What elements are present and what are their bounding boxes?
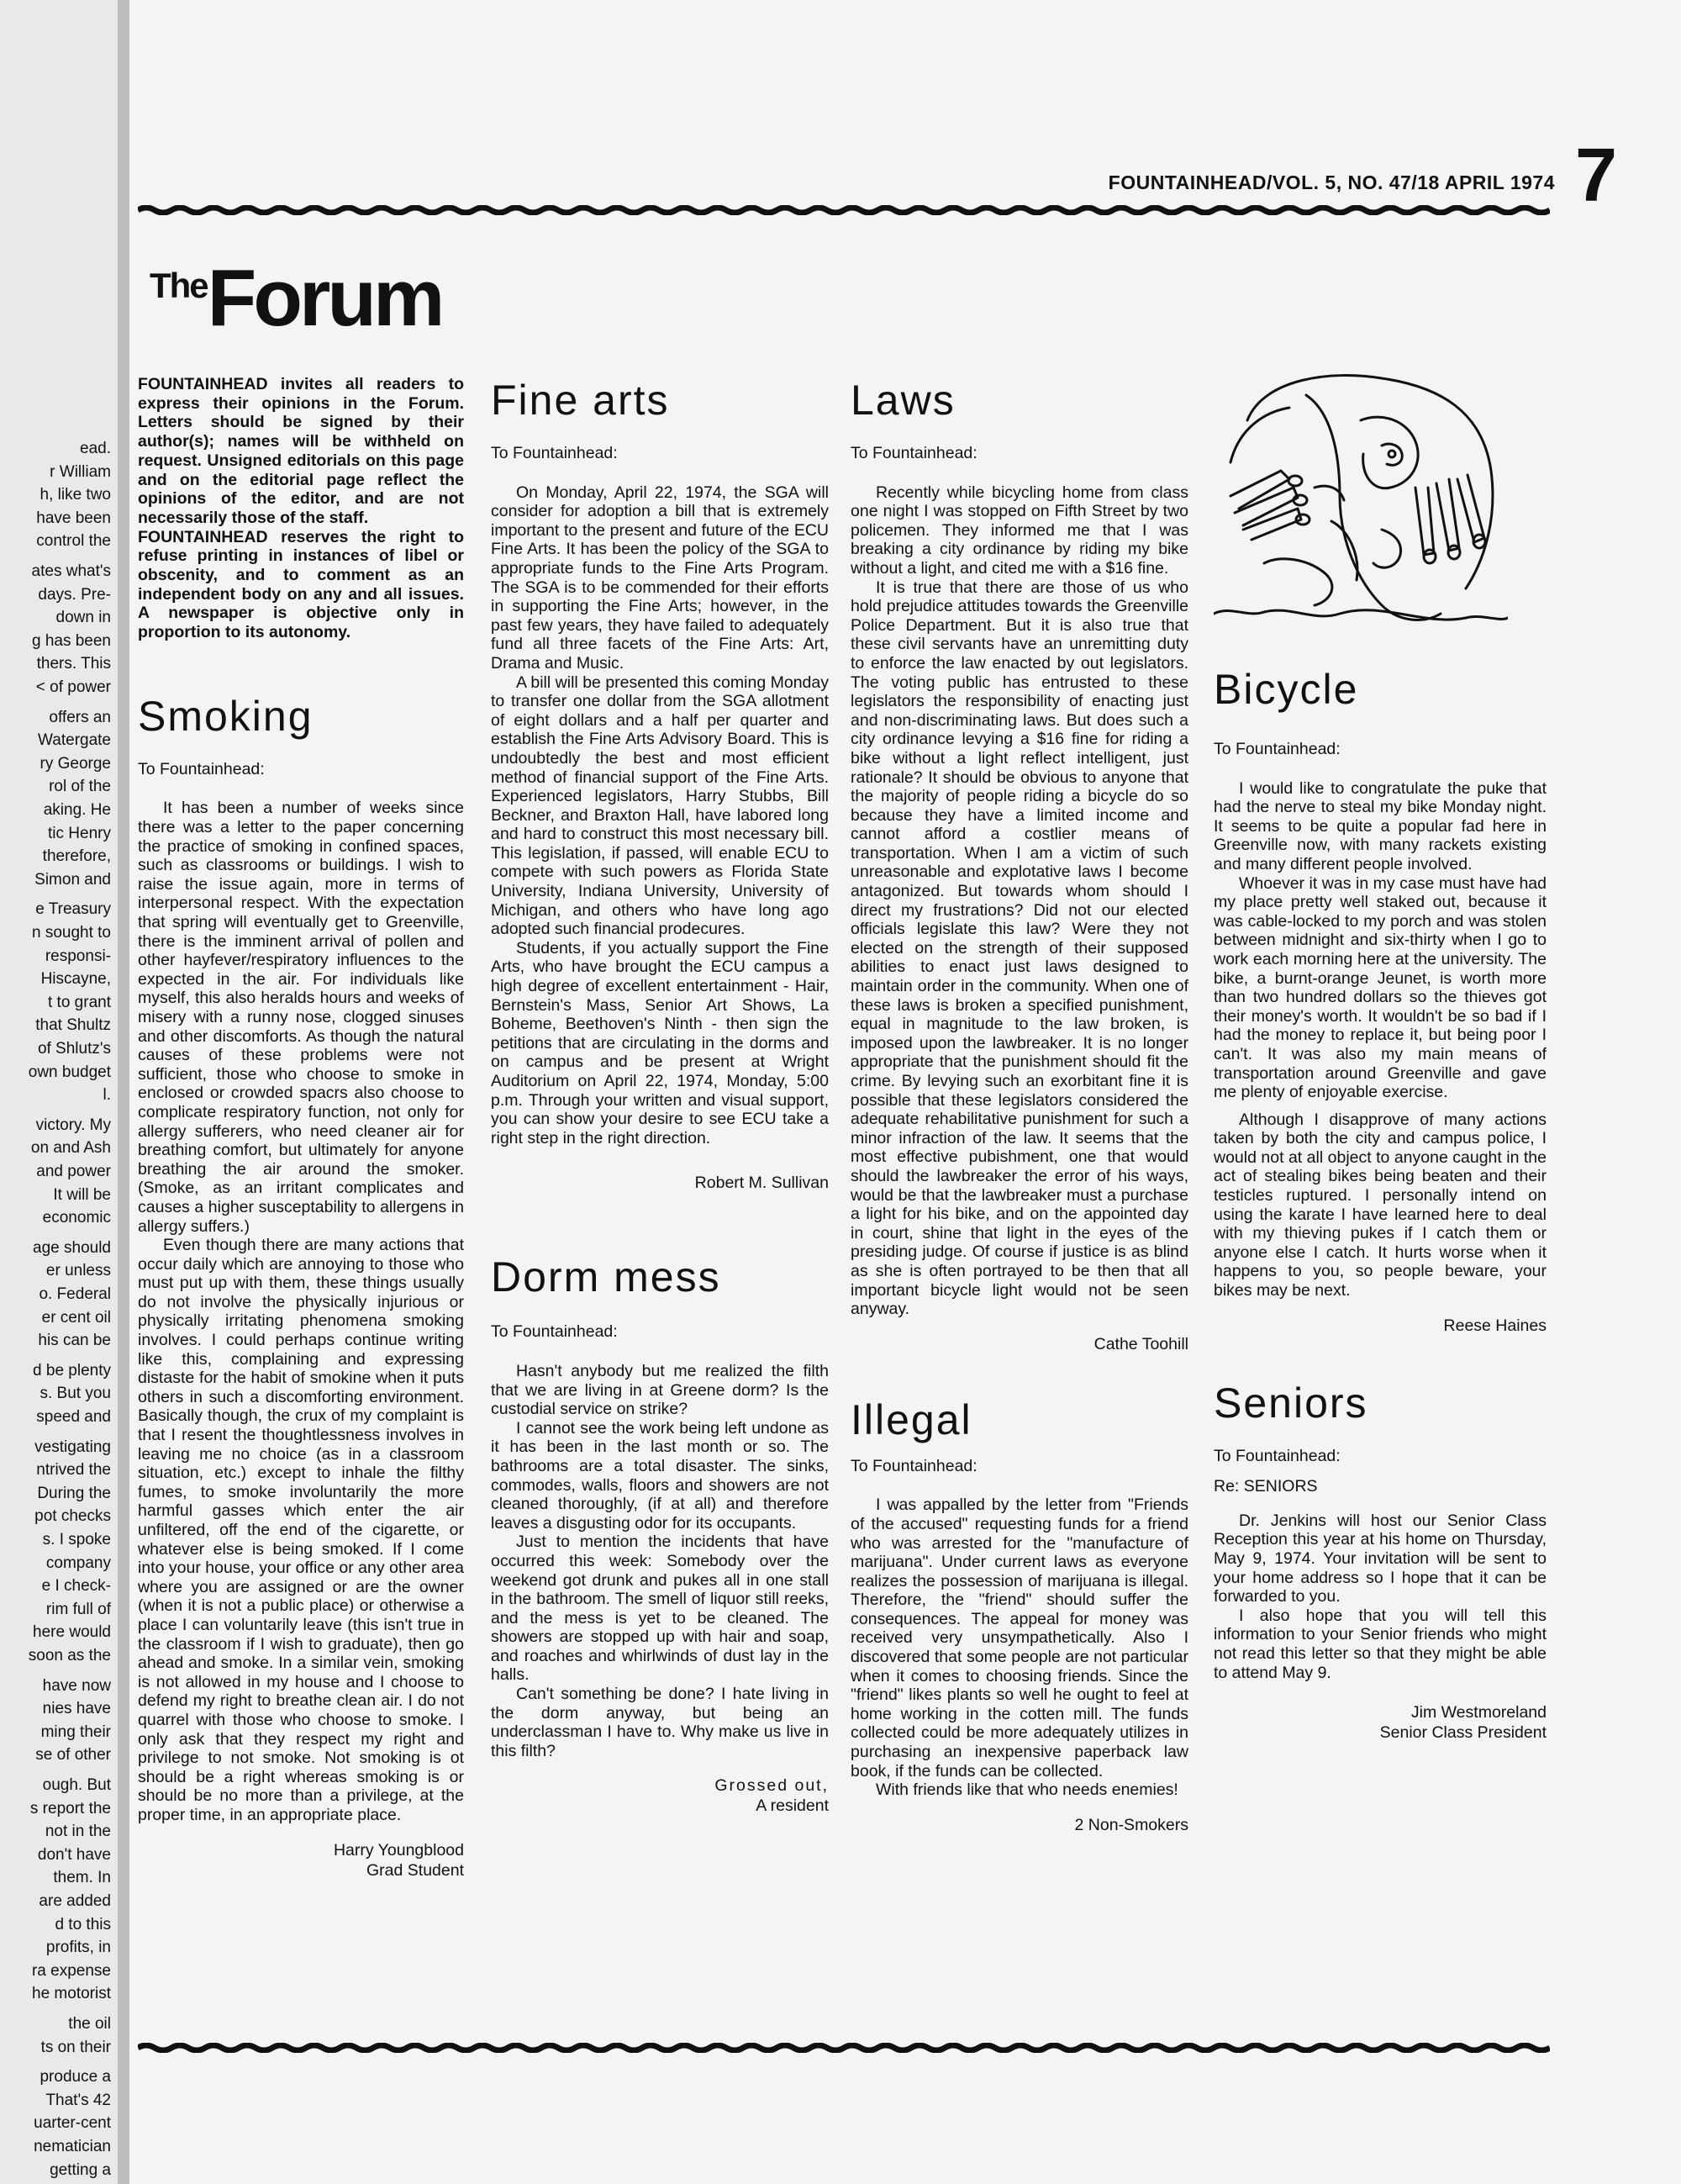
adjacent-page-text-line: Hiscayne, [40,970,111,989]
salutation: To Fountainhead: [1214,1446,1341,1465]
letter-paragraph: I cannot see the work being left undone as it has been in the last month or so. The bathrooms are a total disaster. The sinks, commodes, walls, floors and showers are not cleaned thoroughly, (if at all) and therefore leaves a disgusting odor for its occupants. [491,1418,829,1532]
adjacent-page-text-line: them. In [53,1869,111,1887]
adjacent-page-text-line: profits, in [45,1939,111,1957]
signature [138,1840,464,1881]
signature-name: Reese Haines [1443,1316,1547,1335]
adjacent-page-text-line: nies have [42,1700,111,1718]
adjacent-page-text-line: that Shultz [35,1016,111,1035]
adjacent-page-text-line: s report the [29,1799,111,1817]
signature [491,1775,829,1816]
salutation: To Fountainhead: [491,444,618,462]
adjacent-page-text-line: days. Pre- [38,585,111,604]
adjacent-page-text-line: his can be [38,1332,111,1350]
adjacent-page-text-line: d be plenty [33,1361,111,1380]
adjacent-page-text-line: er cent oil [41,1308,111,1327]
policy-paragraph: FOUNTAINHEAD reserves the right to refuse printing in instances of libel or obscenity, and to comment as an independent body on any and all issues. A newspaper is objective only in proportion to its autonomy. [138,527,464,642]
letter-paragraph: Hasn't anybody but me realized the filth that we are living in at Greene dorm? Is the custodial service on strike? [491,1361,829,1419]
re-line: Re: SENIORS [1214,1477,1318,1496]
adjacent-page-text-line: ming their [40,1722,111,1741]
adjacent-page-text-line: here would [33,1623,111,1642]
adjacent-page-text-line: soon as the [28,1647,111,1664]
forum-policy [138,375,464,642]
letter-paragraph: With friends like that who needs enemies! [876,1780,1178,1800]
adjacent-page-text-line: er unless [45,1262,111,1280]
adjacent-page-text-line: h, like two [40,486,111,504]
signature-name: Grossed out, [714,1776,829,1796]
letter-paragraph: A bill will be presented this coming Monday to transfer one dollar from the SGA allotment of eight dollars and a half per quarter and establish the Fine Arts Advisory Board. This is undoubtedly the best and most efficient method of financial support of the Fine Arts. Experienced legislators, Harry Stubbs, Bill Beckner, and Braxton Hall, have labored long and hard to construct this most necessary bill. This legislation, if passed, will enable ECU to compete with such powers as Florida State University, Indiana University, University of Michigan, and others who have long ago adopted such financial prodecures. [491,673,829,939]
letter-paragraph: Recently while bicycling home from class one night I was stopped on Fifth Street by two policemen. They informed me that I was breaking a city ordinance by riding my bike without a light, and cited me with a $16 fine. [851,483,1188,578]
adjacent-page-text-line: have now [42,1676,111,1695]
adjacent-page-text-line: aking. He [43,801,111,819]
letter-paragraph: Dr. Jenkins will host our Senior Class Reception this year at his home on Thursday, May 9, 1974. Your invitation will be sent to your home address so I hope that it can be forwarded to you. [1214,1511,1547,1606]
adjacent-page-text-line: ntrived the [36,1461,111,1480]
adjacent-page-text-line: thers. This [36,655,111,673]
column-4 [1214,664,1547,1743]
letter-paragraph: Just to mention the incidents that have occurred this week: Somebody over the weekend got drunk and pukes all in one stall in the bathroom. The smell of liquor still reeks, and the mess is yet to be cleaned. The showers are stopped up with hair and soap, and roaches and whirlwinds of dust lay in the halls. [491,1532,829,1685]
adjacent-page-text-line: ates what's [31,562,111,580]
headline-illegal: Illegal [851,1395,972,1443]
salutation: To Fountainhead: [851,1456,978,1475]
adjacent-page-text-line: ts on their [40,2038,111,2056]
adjacent-page-text-line: That's 42 [45,2091,111,2109]
headline-bicycle: Bicycle [1214,666,1359,713]
adjacent-page-text-line: on and Ash [30,1139,111,1158]
signature-name: Harry Youngblood [333,1840,464,1860]
column-2 [491,375,829,1816]
adjacent-page-text-line: control the [36,532,111,551]
letter-paragraph: It is true that there are those of us who hold prejudice attitudes towards the Greenville Police Department. But it is also true that these civil servants have an unremitting duty to enforce the law enacted by out legislators. The voting public has entrusted to these legislators the responsibility of enacting just and non-discriminating laws. But does such a city ordinance levying a $16 fine for riding a bike without a light reflect intelligent, just rationale? It should be obvious to anyone that the majority of people riding a bicycle do so because they have a limited income and cannot afford a costlier means of transportation. When I am a victim of such unreasonable and explotative laws I become antagonized. But towards whom should I direct my frustrations? Did not our elected officials legislate this law? Were they not elected on the strength of their supposed abilities to enact just laws designed to maintain order in the community. When one of these laws is broken a specified punishment, equal in magnitude to the law broken, is imposed upon the lawbreaker. It is no longer appropriate that the punishment should fit the crime. By levying such an exorbitant fine it is possible that these legislators considered the adequate rehabilitative punishment for such a minor infraction of the law. It seems that the most effective pubishment, one that would should the lawbreaker the error of his ways, would be that the lawbreaker must a purchase a light for his bike, and on the appointed day in court, shine that light in the eyes of the presiding judge. Of course if justice is as blind as she is often portrayed to be then that all important bicycle light would not be seen anyway. [851,578,1188,1319]
adjacent-page-text-line: g has been [31,631,111,650]
masthead: FOUNTAINHEAD/VOL. 5, NO. 47/18 APRIL 1974 [1108,171,1555,193]
section-title-forum: Forum [207,253,442,343]
headline-laws: Laws [851,377,956,424]
adjacent-page-text-line: ry George [40,754,111,773]
signature-title: Grad Student [366,1860,464,1880]
letter-paragraph: I would like to congratulate the puke that had the nerve to steal my bike Monday night. It seems to be quite a popular fad here in Greenville now, with many rackets existing and many different people involved. [1214,778,1547,873]
column-3 [851,375,1188,1835]
column-1 [138,375,464,1881]
adjacent-page-text-line: speed and [36,1408,111,1426]
adjacent-page-text-line: he motorist [32,1985,111,2003]
adjacent-page-text-line: getting a [50,2160,111,2179]
adjacent-page-text-line: o. Federal [39,1285,111,1303]
adjacent-page-text-line: own budget [28,1063,111,1081]
signature-name: Robert M. Sullivan [694,1174,829,1193]
adjacent-page-text-line: pot checks [34,1507,111,1526]
adjacent-page-text-line: e I check- [41,1577,111,1596]
salutation: To Fountainhead: [851,444,978,462]
page-number: 7 [1574,134,1617,218]
adjacent-page-text-line: d to this [55,1915,111,1933]
adjacent-page-text-line: t to grant [48,993,111,1011]
adjacent-page-text-line: rim full of [45,1600,111,1618]
adjacent-page-text-line: n sought to [31,924,111,942]
face-line-drawing [1214,361,1508,639]
adjacent-page-fragment [0,0,118,2184]
letter-paragraph: Although I disapprove of many actions taken by both the city and campus police, I would not at all object to anyone caught in the act of stealing bikes being beaten and their testicles ruptured. I personally intend on using the karate I have learned here to deal with my thieving pukes if I catch them or anyone else I catch. It hurts worse when it happens to you, so people beware, your bikes may be next. [1214,1110,1547,1300]
adjacent-page-text-line: don't have [37,1845,111,1864]
signature-name: 2 Non-Smokers [1074,1815,1188,1834]
letter-paragraph: I was appalled by the letter from "Friends of the accused" requesting funds for a friend who was arrested for the "manufacture of marijuana". Under current laws as everyone realizes the possession of marijuana is illegal. Therefore, the "friend" should suffer the consequences. The appeal for money was received very unsympathetically. Also I discovered that some people are not particular when it comes to choosing friends. Since the "friend" likes plants so well he ought to feel at home working in the cotten mill. The funds collected could be more adequately utilizes in purchasing an inexpensive paperback law book, if the funds can be collected. [851,1496,1188,1780]
adjacent-page-text-line: se of other [35,1746,111,1765]
letter-paragraph: Even though there are many actions that occur daily which are annoying to those who must put up with them, these things usually do not involve the physically injurious or physically irritating phenomena smoking involves. I could perhaps continue writing like this, complaining and expressing distaste for the habit of smokine when it puts others in such a discomforting environment. Basically though, the crux of my complaint is that I resent the thoughtlessness involves in leaving me no choice (as in a classroom situation, etc.) except to inhale the filthy fumes, to smoke involuntarily the more harmful gasses which enter the air unfiltered, off the end of the cigarette, or whatever else is being smoked. If I come into your house, your office or any other area where you are assigned or are the owner (when it is not a public place) or otherwise a place I can voluntarily leave (this isn't true in the classroom if I wish to graduate), then go ahead and smoke. In a similar vein, smoking is not allowed in my house and I choose to defend my right to breathe clean air. I do not quarrel with those who choose to smoke. I only ask that they respect my right and privilege to not smoke. Not smoking is ot should be a right whereas smoking is or should be no more than a privilege, at the proper time, in an appropriate place. [138,1236,464,1824]
adjacent-page-text-line: nematician [34,2138,111,2155]
adjacent-page-text-line: have been [36,509,111,527]
signature-title: A resident [756,1796,829,1816]
adjacent-page-text-line: rol of the [49,778,111,796]
policy-paragraph: FOUNTAINHEAD invites all readers to express their opinions in the Forum. Letters should be signed by their author(s); names will be withheld on request. Unsigned editorials on this page and on the editorial page reflect the opinions of the editor, and are not necessarily those of the staff. [138,375,464,527]
adjacent-page-text-line: therefore, [42,847,111,866]
adjacent-page-text-line: the oil [68,2015,111,2033]
adjacent-page-text-line: down in [55,609,111,627]
letter-paragraph: I also hope that you will tell this information to your Senior friends who might not read this letter so that they might be able to attend May 9. [1214,1606,1547,1682]
adjacent-page-text-line: tic Henry [48,824,111,842]
section-title [150,252,441,345]
page-spine [118,0,129,2184]
adjacent-page-text-line: not in the [45,1823,111,1841]
adjacent-page-text-line: produce a [40,2068,111,2086]
adjacent-page-text-line: company [45,1554,111,1572]
adjacent-page-text-line: e Treasury [35,900,111,919]
salutation: To Fountainhead: [138,759,265,778]
headline-smoking: Smoking [138,692,314,740]
bottom-wavy-rule [138,2043,1550,2053]
section-title-the: The [150,266,208,305]
adjacent-page-text-line: uarter-cent [34,2114,111,2133]
adjacent-page-text-line: l. [103,1086,111,1105]
adjacent-page-text-line: ough. But [42,1776,111,1794]
adjacent-page-text-line: Simon and [34,870,111,889]
adjacent-page-text-line: and power [36,1163,111,1180]
letter-paragraph: Whoever it was in my case must have had my place pretty well staked out, because it was cable-locked to my porch and was stolen between midnight and six-thirty when I go to work each morning here at the university. The bike, a burnt-orange Jeunet, is worth more than two hundred dollars so the thieves got their money's worth. It wouldn't be so bad if I had the money to replace it, but being poor I can't. It was also my main means of transportation around Greenville and gave me plenty of enjoyable exercise. [1214,873,1547,1102]
letter-paragraph: On Monday, April 22, 1974, the SGA will consider for adoption a bill that is extremely important to the present and future of the ECU Fine Arts. It has been the policy of the SGA to appropriate funds to the Fine Arts Program. The SGA is to be commended for their efforts in supporting the Fine Arts; however, in the past few years, they have failed to adequately fund all three facets of the Fine Arts: Art, Drama and Music. [491,483,829,673]
adjacent-page-text-line: vestigating [34,1438,111,1456]
adjacent-page-text-line: Watergate [38,731,111,750]
signature-name: Jim Westmoreland [1410,1703,1547,1722]
signature-name: Cathe Toohill [1093,1334,1188,1353]
adjacent-page-text-line: are added [39,1892,111,1910]
salutation: To Fountainhead: [491,1322,618,1342]
newspaper-page [129,0,1681,2184]
letter-paragraph: Can't something be done? I hate living in the dorm anyway, but being an underclassman I have to. Why make us live in this filth? [491,1685,829,1760]
signature [491,1173,829,1193]
adjacent-page-text-line: ead. [80,440,111,457]
adjacent-page-text-line: responsi- [45,947,111,965]
adjacent-page-text-line: < of power [35,678,111,696]
adjacent-page-text-line: During the [37,1484,111,1502]
adjacent-page-text-line: s. But you [40,1385,111,1403]
signature [851,1815,1188,1835]
adjacent-page-text-line: age should [33,1238,111,1257]
signature [1214,1702,1547,1743]
salutation: To Fountainhead: [1214,740,1341,758]
headline-dorm-mess: Dorm mess [491,1253,721,1301]
signature [851,1334,1188,1354]
adjacent-page-text-line: economic [42,1209,111,1227]
adjacent-page-text-line: r William [50,462,111,481]
signature [1214,1316,1547,1336]
adjacent-page-text-line: of Shlutz's [37,1040,111,1058]
letter-paragraph: Students, if you actually support the Fine Arts, who have brought the ECU campus a high degree of excellent entertainment - Hair, Bernstein's Mass, Senior Art Shows, La Boheme, Beethoven's Ninth - then sign the petitions that are circulating in the dorms and on campus and be present at Wright Auditorium on April 22, 1974, Monday, 5:00 p.m. Through your written and visual support, you can show your desire to see ECU take a right step in the right direction. [491,938,829,1147]
signature-title: Senior Class President [1379,1723,1547,1743]
letter-paragraph: It has been a number of weeks since there was a letter to the paper concerning the practice of smoking in confined spaces, such as classrooms or buildings. I wish to raise the issue again, more in terms of interpersonal respect. With the expectation that spring will eventually get to Greenville, there is the imminent arrival of pollen and other hayfever/respiratory influences to the expected in the air. For individuals like myself, this also heralds hours and weeks of misery with a runny nose, clogged sinuses and other discomforts. As though the natural causes of these problems were not sufficient, those who choose to smoke in enclosed or crowded spacrs also choose to complicate respiratory function, not only for allergy sufferers, who need cleaner air for breathing comfort, but ultimately for anyone breathing the air around the smoker. (Smoke, as an irritant complicates and causes a higher susceptability to allergens in allergy suffers.) [138,799,464,1236]
adjacent-page-text-line: s. I spoke [42,1531,111,1548]
headline-seniors: Seniors [1214,1379,1368,1427]
adjacent-page-text-line: ra expense [31,1961,111,1980]
top-wavy-rule [138,205,1550,215]
headline-fine-arts: Fine arts [491,377,670,424]
adjacent-page-text-line: It will be [53,1185,111,1204]
adjacent-page-text-line: offers an [49,708,111,726]
adjacent-page-text-line: victory. My [35,1116,111,1134]
